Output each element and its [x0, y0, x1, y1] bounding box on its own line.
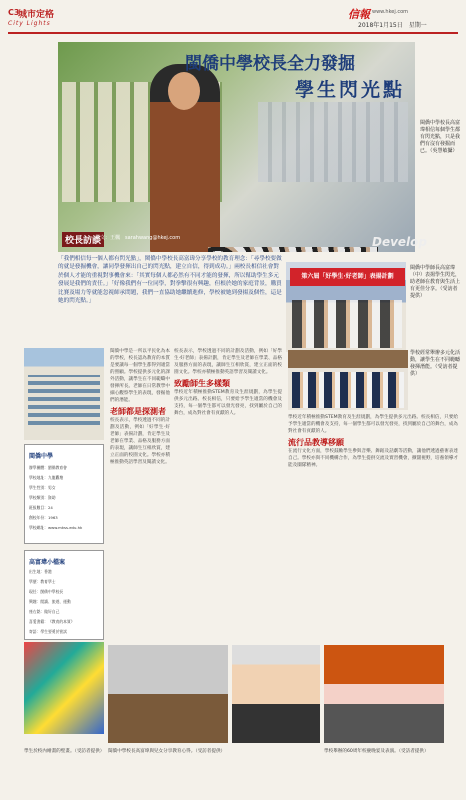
newspaper-url: www.hkej.com — [372, 9, 409, 15]
subheading: 致勵師生多樣類 — [174, 379, 230, 388]
section-number: C3 — [8, 8, 20, 17]
subheading: 流行品教導移願 — [288, 438, 344, 447]
body-text: 學校近年積極推動STEM教育及生涯規劃，為學生提供多元出路。校長相信，只要給予學生適當的機會及支持，每一個學生都可以發光發亮，找到屬於自己的舞台，成為對社會有貢獻的人。 — [288, 415, 458, 434]
byline: 撰文：王楓 sarahwang@hkej.com — [95, 235, 181, 241]
info-line: 學校地址：九龍觀塘 — [29, 475, 64, 480]
headline-line-1: 閩僑中學校長全力發掘 — [185, 54, 355, 74]
interview-label: 校長訪談 — [62, 232, 104, 247]
body-text: 校長表示，學校透過不同的計劃及活動，例如「好學生·好老師」表揚計劃，肯定學生及老師在學業、品格及服務方面的表現，讓師生互相欣賞，建立正面的校園文化。學校亦積極推動英語學習及閱讀文化。 — [110, 418, 170, 465]
award-banner: 第六屆「好學生·好老師」表揚計劃 — [290, 268, 405, 286]
principal-portrait-photo — [108, 645, 228, 743]
profile-line: 座右銘：做好自己 — [29, 609, 60, 614]
profile-line: 喜愛書籍：《教育的本質》 — [29, 619, 75, 624]
school-info-box — [24, 444, 104, 544]
city-skyline-image — [258, 102, 408, 182]
section-subtitle: City Lights — [8, 20, 51, 27]
profile-line: 學歷：教育學士 — [29, 579, 56, 584]
lead-paragraph: 「我們相信每一個人都有閃光點」，閩僑中學校長高富瑋分享學校的教育理念：「尋學校要做的就是發掘機會，讓同學發揮出自己的閃光點，建立自信，得到成功。」兩校長相信社會對於個人才能的重視對事機會來：「其實每個人都必然有不同才能的發揮，所以幫助學生多元發展是我們的責任。」「好像我們有一位同學，對拳擊很有興趣，但根於她的家庭背景，購買比賽及場力等就能忽視師承問題，我們一直協助她繼續進修，學校被她到發揚及個性，這是她的閃光點。」 — [58, 256, 282, 305]
anniversary-caption: 學校舉辦的60周年校慶晚宴及表演。（受訪者提供） — [324, 749, 429, 754]
subheading: 老師都是探測者 — [110, 407, 166, 416]
page-header — [8, 4, 458, 34]
principal-profile-box — [24, 550, 104, 640]
anniversary-photo — [324, 645, 444, 743]
issue-date: 2018年1月15日 星期一 — [358, 22, 427, 29]
family-photo — [232, 645, 320, 743]
body-column-2 — [174, 348, 282, 638]
family-caption: 閩僑中學校長高富瑋與兒女分享教育心得。（受訪者提供） — [108, 749, 226, 754]
mural-photo — [24, 642, 104, 734]
profile-title: 高富瑋小檔案 — [29, 559, 66, 566]
body-text: 閩僑中學是一所以平民化為本的學校，校長認為教育的本質是要讓每一個學生都得到適當的照顧。學校提供多元化的課外活動，讓學生在不同範疇中發揮所長。老師在日常教學中細心觀察學生的表現，發掘他們的潛能。 — [110, 349, 170, 403]
profile-line: 興趣：閱讀、旅遊、運動 — [29, 599, 71, 604]
class-people-image — [292, 372, 404, 408]
newspaper-logo: 信報 — [348, 8, 370, 21]
info-line: 創校年份：1963 — [29, 515, 58, 520]
body-column-3 — [288, 414, 458, 639]
body-text: 校長表示，學校透過不同的計劃及活動，例如「好學生·好老師」表揚計劃，肯定學生及老師在學業、品格及服務方面的表現，讓師生互相欣賞，建立正面的校園文化。學校亦積極推動英語學習及閱讀文化。 — [174, 349, 282, 375]
award-people-image — [292, 300, 402, 348]
section-name: 城市定格 — [18, 10, 55, 20]
class-photo-caption: 學校經常舉辦多元化活動，讓學生在不同範疇發揮潛能。（受訪者提供） — [410, 350, 461, 377]
profile-line: 出生地：香港 — [29, 569, 52, 574]
article-headline — [130, 52, 410, 76]
mural-caption: 學生於校內繪畫的壁畫。（受訪者提供） — [24, 749, 105, 754]
body-text: 在流行文化方面，學校鼓勵學生參與音樂、舞蹈及話劇等活動，讓他們透過藝術表達自己。學校亦與不同機構合作，為學生提供交流及實習機會，擴闊視野，培養領導才能及團隊精神。 — [288, 449, 458, 468]
profile-line: 寄語：學生要勇於嘗試 — [29, 629, 67, 634]
school-name: 閩僑中學 — [29, 453, 54, 460]
info-line: 學校網址：www.mkss.edu.hk — [29, 525, 83, 530]
develop-word: Develop — [372, 235, 428, 249]
principal-face — [168, 72, 200, 110]
info-line: 學校類別：資助 — [29, 495, 56, 500]
award-caption: 閩僑中學師長高富瑋（中）表揚學生閃光，助老師在教育與生活上有更佳分享。（受訪者提供） — [410, 265, 461, 299]
info-line: 學生性別：男女 — [29, 485, 56, 490]
profile-line: 現任：閩僑中學校長 — [29, 589, 64, 594]
info-line: 辦學團體：閩僑教育會 — [29, 465, 67, 470]
body-column-1 — [110, 348, 170, 638]
school-windows — [28, 375, 100, 425]
headline-line-2: 學生閃光點 — [294, 79, 405, 101]
students-crowd-image — [208, 247, 378, 252]
body-text: 學校近年積極推動STEM教育及生涯規劃，為學生提供多元出路。校長相信，只要給予學生適當的機會及支持，每一個學生都可以發光發亮，找到屬於自己的舞台，成為對社會有貢獻的人。 — [174, 390, 282, 416]
info-line: 班級數目：24 — [29, 505, 53, 510]
hero-caption: 閩僑中學校長高富瑋相信每個學生都有閃光點，只是我們有沒有發掘而已。（吳慧敏攝） — [420, 120, 461, 154]
